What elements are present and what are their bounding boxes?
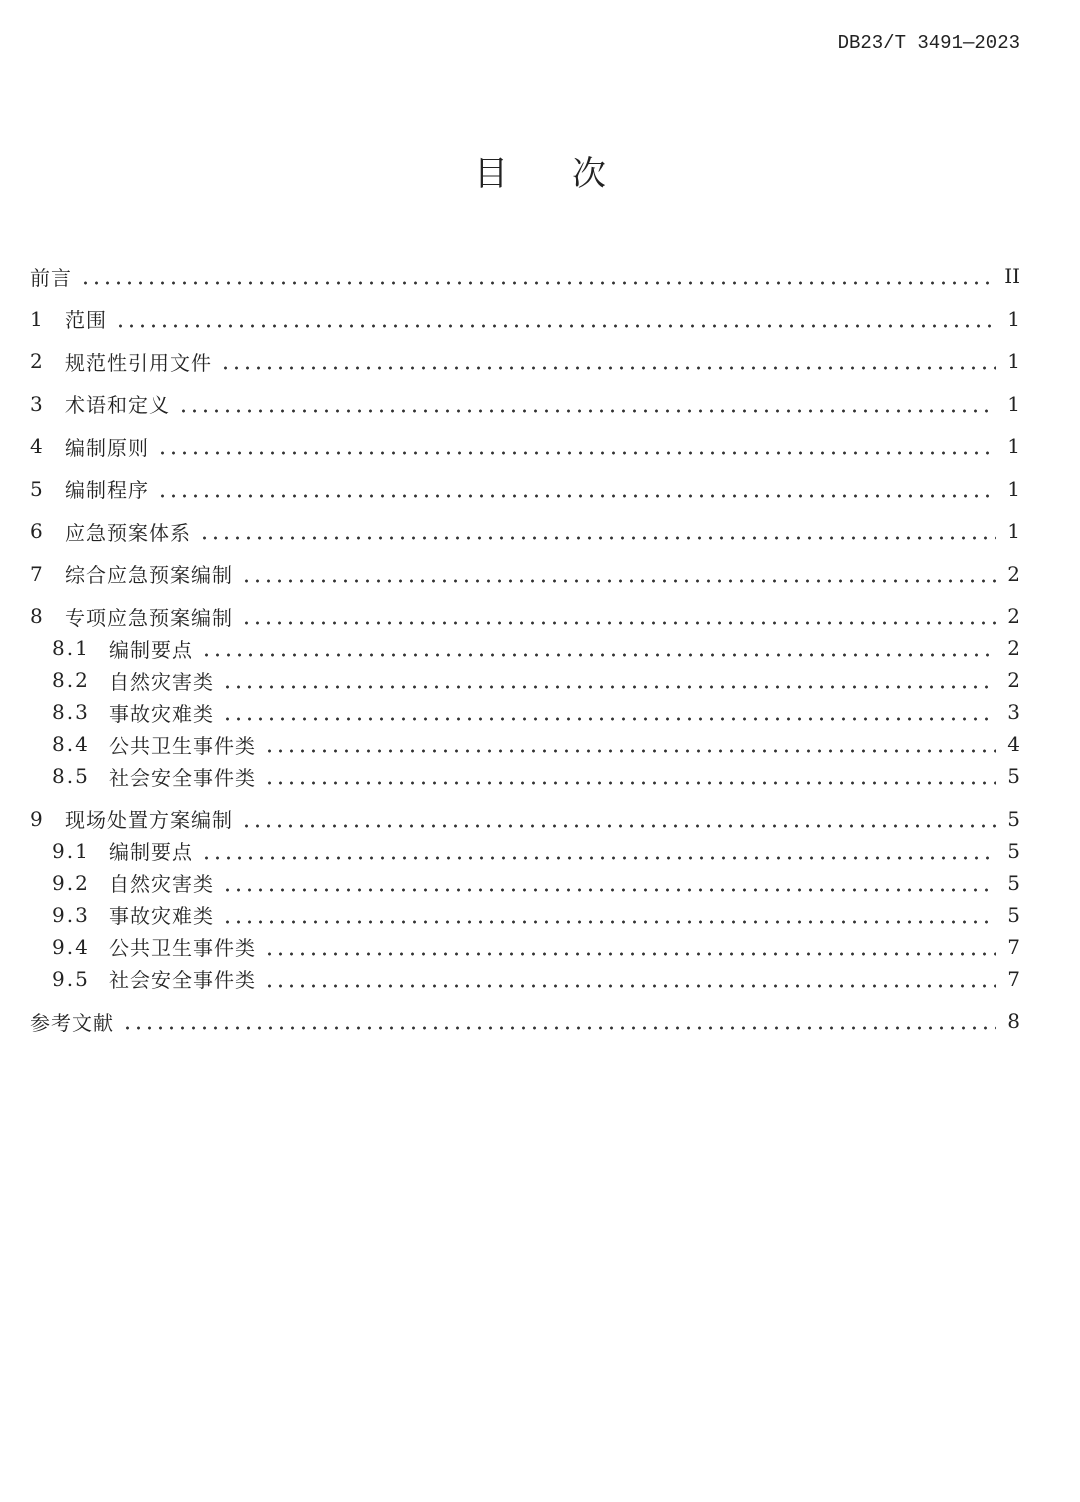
dot-leader	[264, 931, 996, 963]
toc-entry[interactable]	[30, 632, 1020, 664]
dot-leader	[157, 473, 996, 505]
toc-entry[interactable]	[30, 260, 1020, 292]
toc-entry[interactable]	[30, 345, 1020, 377]
toc-entry-number: 9.2	[52, 870, 90, 895]
toc-entry-number: 9.3	[52, 902, 90, 927]
toc-entry[interactable]	[30, 430, 1020, 462]
dot-leader	[115, 303, 996, 335]
toc-entry-page: 5	[1007, 870, 1020, 895]
toc-entry-label: 前言	[30, 265, 72, 290]
toc-entry-page: 8	[1007, 1009, 1020, 1033]
title-char: 次	[572, 154, 606, 194]
toc-entry-page: II	[1004, 264, 1020, 288]
toc-entry-page: 1	[1007, 434, 1020, 458]
toc-entry[interactable]	[30, 600, 1020, 632]
toc-entry-number: 4	[30, 434, 43, 458]
toc-entry-label: 自然灾害类	[109, 872, 214, 896]
toc-entry-number: 9.5	[52, 966, 90, 991]
toc-entry-label: 编制原则	[65, 435, 149, 460]
toc-entry-label: 综合应急预案编制	[65, 563, 233, 587]
toc-entry-page: 4	[1007, 732, 1020, 756]
toc-entry-number: 6	[30, 519, 43, 543]
toc-entry-number: 8.4	[52, 732, 90, 756]
dot-leader	[264, 963, 996, 995]
dot-leader	[222, 867, 996, 899]
toc-entry[interactable]	[30, 760, 1020, 792]
toc-entry-number: 8.3	[52, 700, 90, 724]
toc-entry-label: 社会安全事件类	[109, 968, 256, 992]
toc-entry-page: 3	[1007, 700, 1020, 724]
dot-leader	[264, 728, 996, 760]
toc-entry-page: 1	[1007, 476, 1020, 501]
toc-entry[interactable]	[30, 803, 1020, 835]
title-char: 目	[474, 154, 508, 194]
toc-entry[interactable]	[30, 728, 1020, 760]
toc-entry-number: 8.1	[52, 636, 90, 660]
toc-entry[interactable]	[30, 303, 1020, 335]
toc-entry-label: 公共卫生事件类	[109, 936, 256, 960]
toc-entry-label: 范围	[65, 308, 107, 332]
toc-entry-page: 1	[1007, 391, 1020, 416]
toc-entry-label: 事故灾难类	[109, 701, 214, 726]
toc-entry-label: 编制要点	[109, 840, 193, 864]
toc-entry-number: 1	[30, 306, 43, 331]
dot-leader	[199, 515, 996, 547]
toc-entry[interactable]	[30, 963, 1020, 995]
toc-entry-page: 5	[1007, 838, 1020, 863]
toc-entry-number: 2	[30, 349, 43, 373]
toc-entry-label: 现场处置方案编制	[65, 808, 233, 832]
toc-entry-label: 规范性引用文件	[65, 350, 212, 375]
toc-entry[interactable]	[30, 664, 1020, 696]
toc-entry-number: 5	[30, 476, 43, 501]
dot-leader	[157, 430, 996, 462]
toc-entry-label: 应急预案体系	[65, 520, 191, 545]
toc-entry-page: 5	[1007, 806, 1020, 831]
toc-entry-number: 8.5	[52, 764, 90, 788]
toc-entry-label: 自然灾害类	[109, 669, 214, 694]
dot-leader	[201, 835, 996, 867]
toc-entry-page: 7	[1007, 966, 1020, 991]
toc-entry[interactable]	[30, 388, 1020, 420]
toc-entry-number: 8.2	[52, 668, 90, 692]
toc-entry-label: 编制程序	[65, 478, 149, 502]
document-code: DB23/T 3491—2023	[837, 32, 1020, 54]
dot-leader	[201, 632, 996, 664]
dot-leader	[80, 260, 996, 292]
toc-entry[interactable]	[30, 835, 1020, 867]
toc-entry-page: 7	[1007, 934, 1020, 959]
toc-entry-label: 事故灾难类	[109, 904, 214, 928]
toc-entry-number: 9.4	[52, 934, 90, 959]
toc-entry-page: 2	[1007, 668, 1020, 692]
toc-entry-label: 公共卫生事件类	[109, 733, 256, 758]
dot-leader	[178, 388, 996, 420]
toc-entry[interactable]	[30, 867, 1020, 899]
toc-entry[interactable]	[30, 899, 1020, 931]
toc-entry-page: 2	[1007, 561, 1020, 586]
toc-entry-number: 3	[30, 391, 43, 416]
toc-entry-label: 社会安全事件类	[109, 765, 256, 790]
toc-entry[interactable]	[30, 558, 1020, 590]
toc-entry[interactable]	[30, 696, 1020, 728]
toc-entry-label: 术语和定义	[65, 393, 170, 417]
toc-entry-number: 8	[30, 604, 43, 628]
dot-leader	[222, 664, 996, 696]
toc-entry-page: 1	[1007, 349, 1020, 373]
dot-leader	[122, 1005, 996, 1037]
dot-leader	[222, 696, 996, 728]
dot-leader	[220, 345, 996, 377]
toc-entry-label: 参考文献	[30, 1010, 114, 1035]
table-of-contents	[30, 260, 1020, 1037]
dot-leader	[241, 600, 996, 632]
toc-entry-number: 7	[30, 561, 43, 586]
toc-entry-number: 9.1	[52, 838, 90, 863]
dot-leader	[241, 803, 996, 835]
toc-entry-page: 2	[1007, 604, 1020, 628]
toc-entry-page: 1	[1007, 519, 1020, 543]
page-title	[0, 146, 1080, 195]
toc-entry-page: 2	[1007, 636, 1020, 660]
toc-entry-page: 5	[1007, 902, 1020, 927]
dot-leader	[222, 899, 996, 931]
dot-leader	[241, 558, 996, 590]
toc-entry-page: 5	[1007, 764, 1020, 788]
toc-entry[interactable]	[30, 1005, 1020, 1037]
toc-entry-page: 1	[1007, 306, 1020, 331]
toc-entry[interactable]	[30, 473, 1020, 505]
toc-entry-number: 9	[30, 806, 43, 831]
toc-entry[interactable]	[30, 515, 1020, 547]
toc-entry-label: 编制要点	[109, 637, 193, 662]
toc-entry[interactable]	[30, 931, 1020, 963]
toc-entry-label: 专项应急预案编制	[65, 605, 233, 630]
dot-leader	[264, 760, 996, 792]
